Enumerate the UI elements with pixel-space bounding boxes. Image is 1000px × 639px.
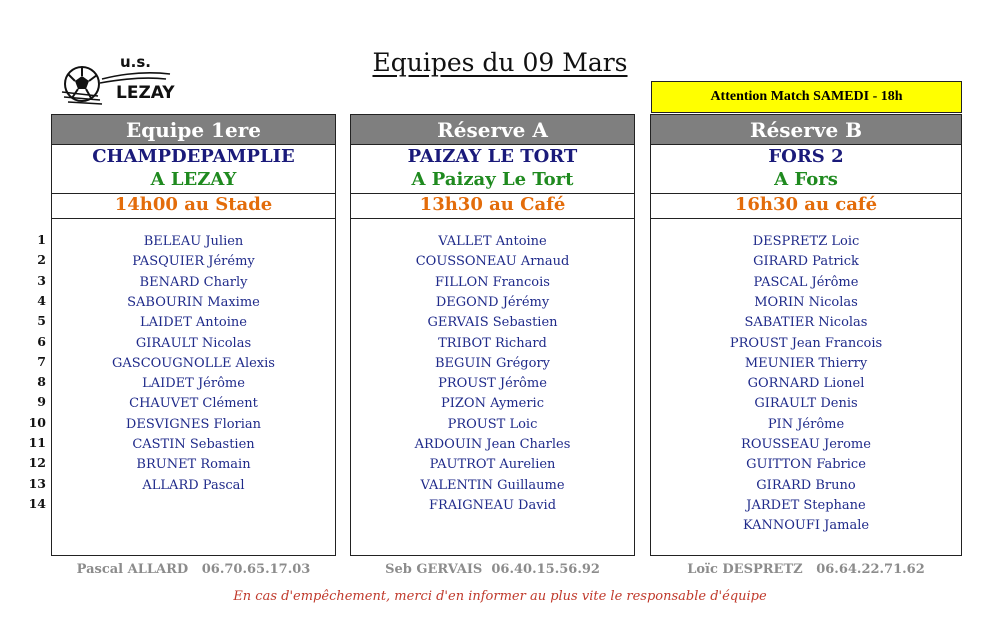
player-row: TRIBOT Richard xyxy=(438,335,547,351)
player-row: PROUST Jean Francois xyxy=(729,335,883,351)
row-number: 4 xyxy=(37,292,46,308)
player-row: GERVAIS Sebastien xyxy=(427,315,558,331)
player-row: MEUNIER Thierry xyxy=(744,355,868,371)
player-row: PASQUIER Jérémy xyxy=(132,254,255,270)
player-row: PIZON Aymeric xyxy=(441,396,544,412)
logo-top-text: u.s. xyxy=(120,53,152,71)
player-row: DESPRETZ Loic xyxy=(752,234,860,249)
logo-main-text: LEZAY xyxy=(116,83,175,103)
opponent: CHAMPDEPAMPLIE xyxy=(92,146,295,167)
player-row: GUITTON Fabrice xyxy=(746,457,866,473)
player-row: PAUTROT Aurelien xyxy=(429,457,556,473)
row-number: 9 xyxy=(37,394,46,410)
player-row: PROUST Jérôme xyxy=(438,376,547,392)
meeting-time: 16h30 au café xyxy=(651,194,961,219)
row-number: 6 xyxy=(37,333,46,349)
venue: A Fors xyxy=(651,169,961,194)
player-row: BRUNET Romain xyxy=(136,457,251,473)
row-number: 1 xyxy=(37,232,46,247)
attention-banner: Attention Match SAMEDI - 18h xyxy=(651,81,962,113)
player-row: CHAUVET Clément xyxy=(129,396,258,412)
team-name: Réserve B xyxy=(651,115,961,145)
team-card-reserve-a xyxy=(350,114,635,556)
team-card-reserve-b xyxy=(650,114,962,556)
player-row: MORIN Nicolas xyxy=(754,294,858,310)
opponent: PAIZAY LE TORT xyxy=(407,146,578,167)
player-row: DESVIGNES Florian xyxy=(125,416,262,432)
player-row: GIRARD Bruno xyxy=(756,477,856,493)
opponent: FORS 2 xyxy=(768,146,844,167)
team-name: Réserve A xyxy=(351,115,634,145)
row-number: 2 xyxy=(37,252,46,268)
player-row: COUSSONEAU Arnaud xyxy=(415,254,570,270)
contact-reserve-a: Seb GERVAIS 06.40.15.56.92 xyxy=(385,562,600,577)
player-row: BEGUIN Grégory xyxy=(434,355,551,371)
row-number: 3 xyxy=(37,272,46,288)
player-row: CASTIN Sebastien xyxy=(132,437,255,452)
player-row: PASCAL Jérôme xyxy=(753,274,859,290)
player-row: LAIDET Jérôme xyxy=(142,376,245,392)
player-row: FILLON Francois xyxy=(435,274,550,290)
player-row: KANNOUFI Jamale xyxy=(742,518,870,534)
page-title: Equipes du 09 Mars xyxy=(372,48,628,77)
player-row: ROUSSEAU Jerome xyxy=(741,437,871,452)
player-row: DEGOND Jérémy xyxy=(435,294,550,310)
player-row: BELEAU Julien xyxy=(143,234,244,249)
player-row: ALLARD Pascal xyxy=(142,477,245,493)
meeting-time: 14h00 au Stade xyxy=(52,194,335,219)
player-row: BENARD Charly xyxy=(139,274,248,290)
player-row: LAIDET Antoine xyxy=(140,315,247,331)
venue: A Paizay Le Tort xyxy=(351,169,634,194)
absence-notice: En cas d'empêchement, merci d'en informer au plus vite le responsable d'équipe xyxy=(233,589,767,604)
player-row: GASCOUGNOLLE Alexis xyxy=(112,355,275,371)
contact-equipe-1ere: Pascal ALLARD 06.70.65.17.03 xyxy=(76,562,311,577)
row-number: 8 xyxy=(37,374,46,390)
row-number: 10 xyxy=(28,414,46,430)
player-row: GIRAULT Denis xyxy=(754,396,858,412)
row-number: 7 xyxy=(37,353,46,369)
meeting-time: 13h30 au Café xyxy=(351,194,634,219)
team-name: Equipe 1ere xyxy=(52,115,335,145)
player-row: GIRARD Patrick xyxy=(753,254,859,270)
player-row: VALENTIN Guillaume xyxy=(420,477,565,493)
player-row: GIRAULT Nicolas xyxy=(135,335,252,351)
player-row: JARDET Stephane xyxy=(746,497,866,513)
player-row: PIN Jérôme xyxy=(767,416,845,432)
player-row: PROUST Loic xyxy=(447,416,538,432)
row-number: 11 xyxy=(28,435,46,450)
player-row: GORNARD Lionel xyxy=(747,376,865,392)
row-number: 13 xyxy=(28,475,46,491)
player-row: SABOURIN Maxime xyxy=(127,294,260,310)
player-row: VALLET Antoine xyxy=(438,234,547,249)
venue: A LEZAY xyxy=(52,169,335,194)
row-number: 12 xyxy=(28,455,46,471)
contact-reserve-b: Loïc DESPRETZ 06.64.22.71.62 xyxy=(687,562,925,577)
row-number: 5 xyxy=(37,313,46,329)
player-row: SABATIER Nicolas xyxy=(744,315,868,331)
row-number: 14 xyxy=(28,495,46,511)
player-row: ARDOUIN Jean Charles xyxy=(414,437,571,452)
team-card-equipe-1ere xyxy=(51,114,336,556)
player-row: FRAIGNEAU David xyxy=(428,497,557,513)
